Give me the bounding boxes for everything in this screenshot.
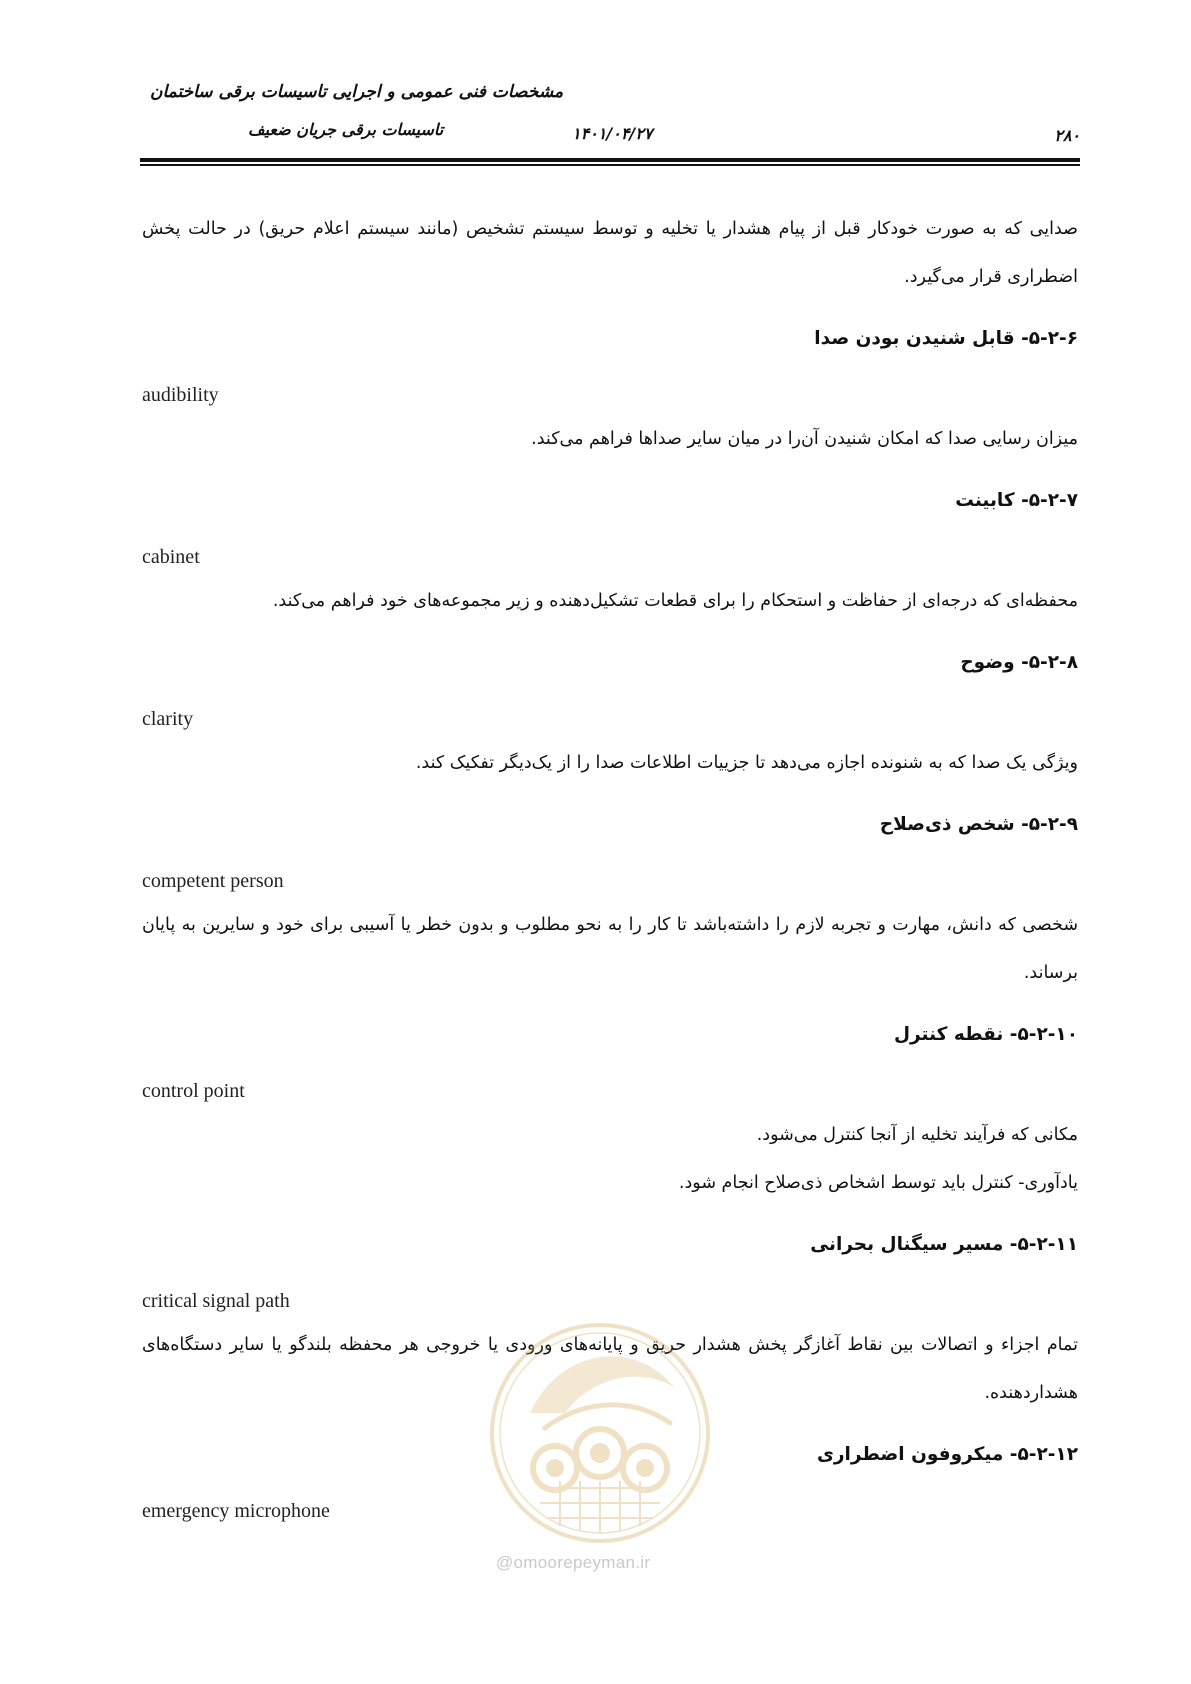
- page-header: [140, 0, 1080, 170]
- intro-paragraph: صدایی که به صورت خودکار قبل از پیام هشدار یا تخلیه و توسط سیستم تشخیص (مانند سیستم اعلام حریق) در حالت پخش اضطراری قرار می‌گیرد.: [142, 219, 1078, 287]
- definition-entry: [142, 997, 1078, 1207]
- document-title: مشخصات فنی عمومی و اجرایی تاسیسات برقی ساختمان: [150, 82, 564, 102]
- definition-heading: ۵-۲-۹- شخص ذی‌صلاح: [879, 814, 1078, 835]
- english-term: audibility: [142, 384, 219, 406]
- english-term: critical signal path: [142, 1290, 290, 1312]
- watermark-seal-icon: [485, 1318, 715, 1548]
- english-term: cabinet: [142, 546, 200, 568]
- english-term: competent person: [142, 870, 284, 892]
- definition-entry: [142, 301, 1078, 463]
- definition-heading: ۵-۲-۱۱- مسیر سیگنال بحرانی: [810, 1234, 1078, 1255]
- definition-text: محفظه‌ای که درجه‌ای از حفاظت و استحکام را برای قطعات تشکیل‌دهنده و زیر مجموعه‌های خود فراهم می‌کند.: [272, 591, 1078, 611]
- definition-heading: ۵-۲-۱۰- نقطه کنترل: [893, 1024, 1078, 1045]
- definition-entry: [142, 625, 1078, 787]
- english-term: emergency microphone: [142, 1500, 330, 1522]
- definition-text: میزان رسایی صدا که امکان شنیدن آن‌را در میان سایر صداها فراهم می‌کند.: [531, 429, 1078, 449]
- definition-text: ویژگی یک صدا که به شنونده اجازه می‌دهد تا جزییات اطلاعات صدا را از یک‌دیگر تفکیک کند.: [415, 753, 1078, 773]
- definition-heading: ۵-۲-۶- قابل شنیدن بودن صدا: [814, 328, 1078, 349]
- header-rule-thin: [140, 164, 1080, 166]
- definition-note: یادآوری- کنترل باید توسط اشخاص ذی‌صلاح انجام شود.: [678, 1173, 1078, 1193]
- definition-entry: [142, 463, 1078, 625]
- definition-text: تمام اجزاء و اتصالات بین نقاط آغازگر پخش هشدار حریق و پایانه‌های ورودی یا خروجی هر محفظه بلندگو یا سایر دستگاه‌های هشداردهنده.: [142, 1335, 1078, 1403]
- english-term: clarity: [142, 708, 194, 730]
- definition-entry: [142, 787, 1078, 997]
- definition-text: شخصی که دانش، مهارت و تجربه لازم را داشته‌باشد تا کار را به نحو مطلوب و بدون خطر یا آسیبی برای خود و سایرین به پایان برساند.: [142, 915, 1078, 983]
- watermark-url: @omoorepeyman.ir: [496, 1553, 651, 1572]
- header-rule-thick: [140, 158, 1080, 162]
- english-term: control point: [142, 1080, 245, 1102]
- watermark-logo: [485, 1318, 715, 1548]
- page-number: ۲۸۰: [1054, 126, 1080, 145]
- document-date: ۱۴۰۱/۰۴/۲۷: [572, 124, 653, 143]
- definition-heading: ۵-۲-۱۲- میکروفون اضطراری: [816, 1444, 1078, 1465]
- definition-heading: ۵-۲-۷- کابینت: [955, 490, 1078, 511]
- definition-heading: ۵-۲-۸- وضوح: [960, 652, 1078, 673]
- definition-text: مکانی که فرآیند تخلیه از آنجا کنترل می‌شود.: [756, 1125, 1078, 1145]
- section-subtitle: تاسیسات برقی جریان ضعیف: [248, 120, 444, 139]
